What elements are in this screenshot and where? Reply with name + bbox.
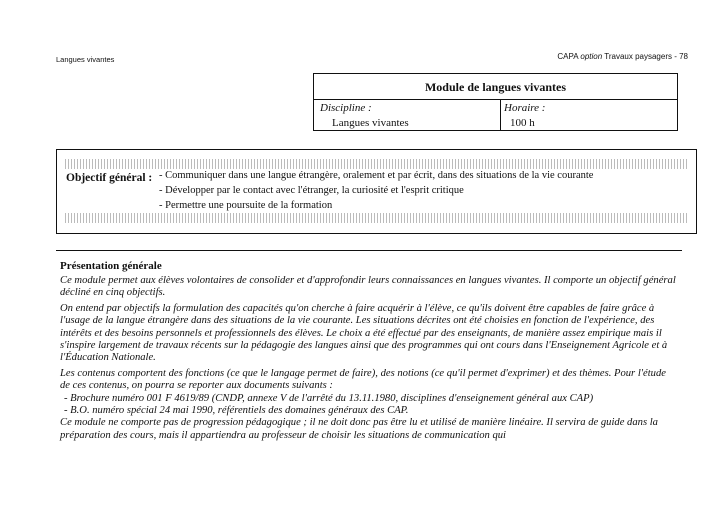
paragraph: Ce module ne comporte pas de progression pédagogique ; il ne doit donc pas être lu et utilisé de manière linéaire. Il servira de guide dans la préparation des cours, mais il appartiendra au professeur de choisir les situations de communication qui (60, 417, 658, 441)
horaire-label: Horaire : (504, 102, 546, 114)
hatch-top (65, 159, 688, 169)
section-title: Présentation générale (60, 260, 162, 272)
horaire-value: 100 h (510, 117, 535, 129)
objectif-box (56, 149, 697, 234)
objectif-item: - Développer par le contact avec l'étranger, la curiosité et l'esprit critique (159, 185, 464, 196)
header-option: option (580, 52, 603, 61)
reference-item: - Brochure numéro 001 F 4619/89 (CNDP, annexe V de l'arrêté du 13.11.1980, disciplines d'enseignement général aux CAP) (64, 392, 594, 404)
paragraph: Ce module permet aux élèves volontaires de consolider et d'approfondir leurs connaissances en langues vivantes. Il comporte un objectif général décliné en cinq objectifs. (60, 275, 676, 299)
presentation-body (60, 275, 678, 445)
module-column-divider (500, 99, 501, 130)
discipline-value: Langues vivantes (332, 117, 409, 129)
objectif-item: - Communiquer dans une langue étrangère, oralement et par écrit, dans des situations de la vie courante (159, 170, 594, 181)
paragraph: Les contenus comportent des fonctions (ce que le langage permet de faire), des notions (ce qu'il permet d'exprimer) et des thèmes. Pour l'étude de ces contenus, on pourra se reporter aux documents suivants : (60, 367, 666, 392)
header-page-info: Travaux paysagers - 78 (604, 52, 688, 61)
objectif-item: - Permettre une poursuite de la formation (159, 200, 333, 211)
module-box (313, 73, 678, 131)
discipline-label: Discipline : (320, 102, 372, 114)
paragraph: On entend par objectifs la formulation des capacités qu'on cherche à faire acquérir à l'élève, ce qu'ils doivent être capables de faire grâce à l'usage de la langue étrangère dans des situations de la vie courante. Les situations décrites ont été choisies en fonction de l'expérience, des intérêts et des besoins personnels et professionnels des élèves. Le choix a été effectué par des enseignants, de manière assez empirique mais il s'inspire largement de travaux récents sur la pédagogie des langues ainsi que des programmes qui ont cours dans l'Enseignement Agricole et à l'Éducation Nationale. (60, 302, 668, 364)
running-header-left: Langues vivantes (56, 55, 115, 64)
module-divider (314, 99, 677, 100)
objectif-label: Objectif général : (66, 172, 153, 184)
running-header-right (557, 52, 688, 61)
module-title: Module de langues vivantes (424, 80, 566, 94)
hatch-bottom (65, 213, 688, 223)
section-rule (56, 250, 682, 251)
header-capa: CAPA (557, 52, 579, 61)
reference-item: - B.O. numéro spécial 24 mai 1990, référentiels des domaines généraux des CAP. (64, 405, 409, 417)
